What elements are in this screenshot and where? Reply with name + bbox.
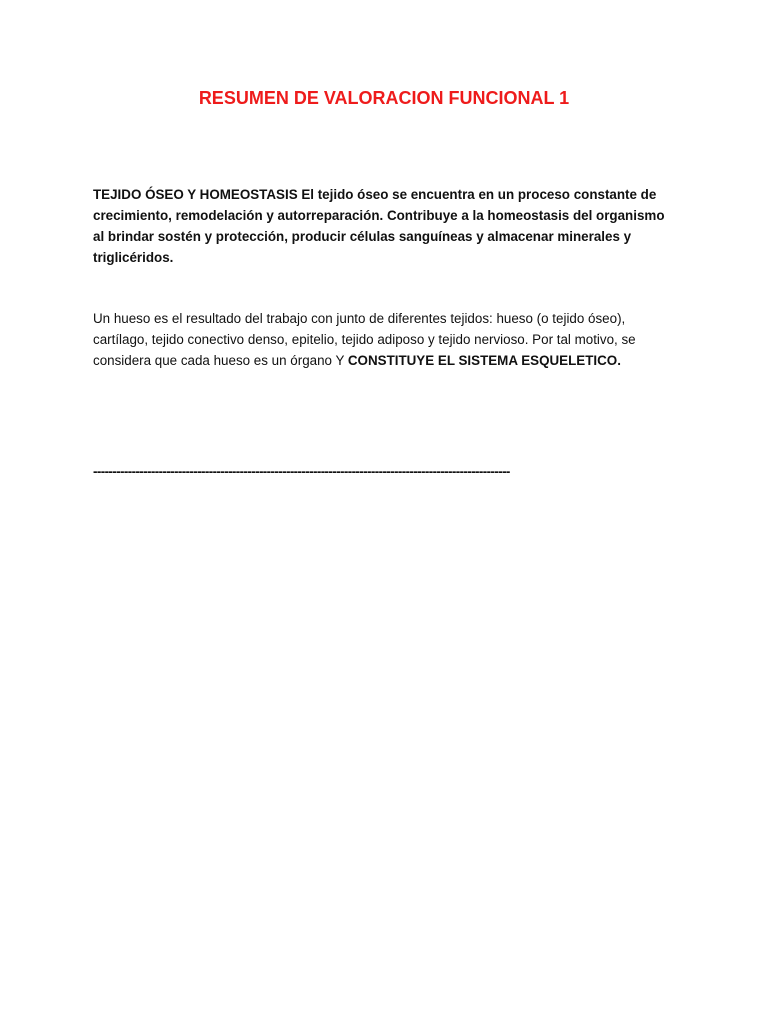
paragraph-bone-organ-bold: CONSTITUYE EL SISTEMA ESQUELETICO. [347,353,621,368]
paragraph-bone-homeostasis: TEJIDO ÓSEO Y HOMEOSTASIS El tejido óseo se encuentra en un proceso constante de crecimiento, remodelación y autorreparación. Contribuye a la homeostasis del organismo al brindar sostén y protección, producir células sanguíneas y almacenar minerales y triglicéridos. [93,187,665,265]
paragraph-bone-organ [93,308,668,371]
document-title: RESUMEN DE VALORACION FUNCIONAL 1 [198,88,570,108]
paragraph-bone-organ-text: Un hueso es el resultado del trabajo con junto de diferentes tejidos: hueso (o tejido óseo), cartílago, tejido conectivo denso, epitelio, tejido adiposo y tejido nervioso. Por tal motivo, se considera que cada hueso es un órgano Y [93,311,636,368]
dashed-divider: ------------------------------------------------------------------------------------------------------------ [93,464,510,479]
